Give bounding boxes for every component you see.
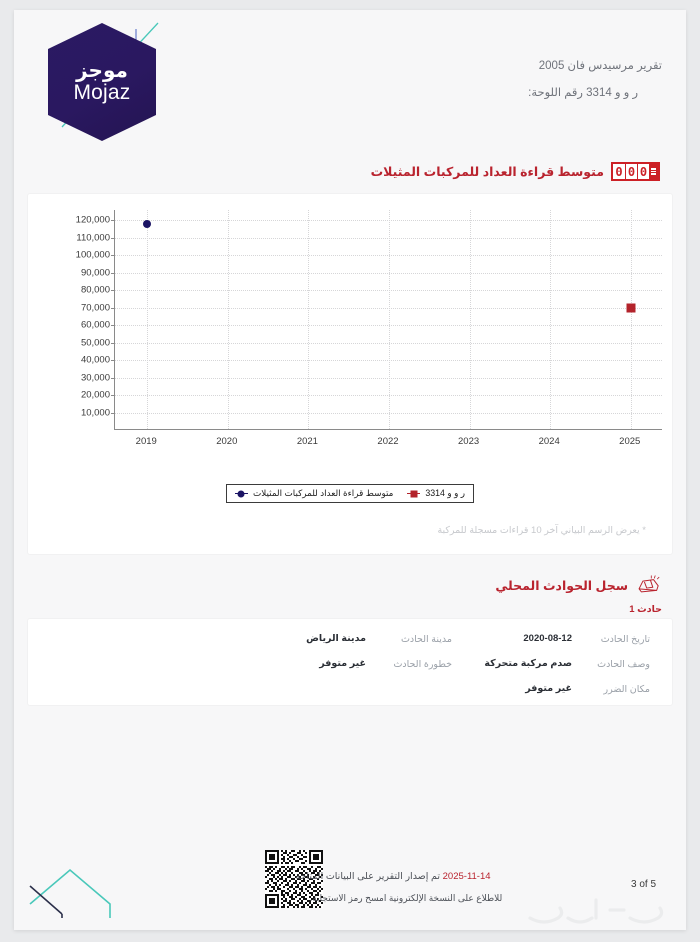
odometer-tag <box>649 164 658 179</box>
accident-city-value: مدينة الرياض <box>306 633 366 644</box>
header-meta <box>528 58 662 99</box>
page-current: 3 <box>630 879 637 890</box>
report-footer <box>14 820 686 930</box>
accident-damage-value: غير متوفر <box>525 683 572 694</box>
chart-legend-symbol <box>238 491 245 498</box>
footer-qr-text: للاطلاع على النسخة الإلكترونية امسح رمز الاستجابة. <box>309 893 503 903</box>
chart-legend-item[interactable] <box>407 488 465 499</box>
accident-desc-value: صدم مركبة متحركة <box>484 658 572 669</box>
chart-legend-symbol <box>410 491 417 498</box>
chart-gridline-v <box>550 210 551 429</box>
chart-footnote: * يعرض الرسم البياني آخر 10 قراءات مسجلة للمركبة <box>437 525 646 536</box>
spacer <box>50 683 366 695</box>
chart-x-tick-label: 2024 <box>538 436 560 447</box>
chart-y-tick-label: 60,000 <box>80 319 110 331</box>
logo-text <box>48 61 156 104</box>
chart-legend-label: ر و و 3314 <box>425 488 466 498</box>
spacer <box>366 683 452 695</box>
accident-severity-value: غير متوفر <box>319 658 366 669</box>
chart-gridline-v <box>389 210 390 429</box>
chart-y-tick <box>111 220 115 221</box>
chart-y-tick-label: 50,000 <box>80 337 110 349</box>
chart-y-tick-label: 120,000 <box>75 214 110 226</box>
chart-y-tick-label: 90,000 <box>80 267 110 279</box>
odometer-digit: 0 <box>625 164 637 179</box>
chart-x-tick-label: 2021 <box>296 436 318 447</box>
chart-y-tick <box>111 273 115 274</box>
chart-y-tick <box>111 255 115 256</box>
accidents-section-title: سجل الحوادث المحلي <box>495 578 628 593</box>
chart-data-point <box>626 303 635 312</box>
chart-legend-label: متوسط قراءة العداد للمركبات المثيلات <box>252 488 394 498</box>
chart-legend <box>28 484 672 503</box>
logo-text-arabic: موجز <box>76 60 128 82</box>
plate-row <box>528 85 662 99</box>
accident-record-label: حادث 1 <box>629 604 662 615</box>
chart-y-tick-label: 80,000 <box>80 284 110 296</box>
footer-issued-date: 2025-11-14 <box>442 871 491 882</box>
chart-y-tick-label: 110,000 <box>76 232 110 244</box>
chart-y-tick <box>111 290 115 291</box>
logo-text-english: Mojaz <box>73 81 131 104</box>
chart-y-tick <box>111 308 115 309</box>
chart-y-tick-label: 10,000 <box>80 407 110 419</box>
chart-x-axis-labels <box>114 432 662 450</box>
report-header <box>14 10 686 155</box>
chart-legend-item[interactable] <box>235 488 393 499</box>
accident-desc-key: وصف الحادث <box>597 659 650 670</box>
chart-y-tick-label: 30,000 <box>80 372 110 384</box>
site-watermark <box>518 888 668 932</box>
odometer-digit: 0 <box>637 164 649 179</box>
chart-gridline-v <box>147 210 148 429</box>
accident-city-key: مدينة الحادث <box>400 634 452 645</box>
chart-legend-marker <box>407 493 420 494</box>
chart-y-tick <box>111 343 115 344</box>
chart-x-tick-label: 2023 <box>458 436 480 447</box>
page-total: 5 <box>650 879 656 890</box>
accident-details-grid <box>50 633 650 695</box>
chart-canvas <box>114 210 662 430</box>
plate-value: ر و و 3314 <box>586 87 638 99</box>
page-of-label: of <box>639 879 648 890</box>
chart-y-tick-label: 40,000 <box>80 354 110 366</box>
odometer-section-title: متوسط قراءة العداد للمركبات المثيلات <box>370 165 604 179</box>
chart-y-tick-label: 20,000 <box>80 389 110 401</box>
chart-data-point <box>143 220 151 228</box>
chart-y-tick <box>111 395 115 396</box>
plate-label: رقم اللوحة: <box>528 87 583 99</box>
odometer-digit: 0 <box>615 164 623 179</box>
chart-gridline-v <box>308 210 309 429</box>
chart-x-tick-label: 2022 <box>377 436 399 447</box>
accidents-section-header <box>14 574 662 596</box>
chart-gridline-v <box>470 210 471 429</box>
chart-x-tick-label: 2019 <box>135 436 157 447</box>
accident-date-value: 2020-08-12 <box>523 633 572 644</box>
accident-damage-key: مكان الضرر <box>603 684 650 695</box>
chart-legend-box <box>226 484 474 503</box>
chart-x-tick-label: 2020 <box>216 436 238 447</box>
chart-gridline-v <box>631 210 632 429</box>
chart-gridline-v <box>228 210 229 429</box>
chart-legend-marker <box>235 493 248 494</box>
chart-y-tick <box>111 378 115 379</box>
footer-text <box>281 871 531 904</box>
chart-y-tick <box>111 238 115 239</box>
odometer-icon <box>614 161 660 182</box>
chart-y-tick <box>111 413 115 414</box>
footer-decoration <box>22 848 152 918</box>
accident-record-card <box>28 619 672 705</box>
report-title: تقرير مرسيدس فان 2005 <box>538 60 662 72</box>
chart-plot-area <box>28 210 672 454</box>
accident-date-key: تاريخ الحادث <box>600 634 650 645</box>
report-page <box>14 10 686 930</box>
footer-issued-line <box>281 871 531 882</box>
mojaz-logo <box>40 15 164 147</box>
odometer-section-header <box>14 161 662 182</box>
crashed-car-icon <box>636 574 662 596</box>
chart-x-tick-label: 2025 <box>619 436 641 447</box>
chart-y-tick <box>111 325 115 326</box>
chart-y-tick <box>111 360 115 361</box>
odometer-chart-card <box>28 194 672 554</box>
chart-y-axis-labels <box>50 210 110 430</box>
chart-y-tick-label: 70,000 <box>80 302 110 314</box>
chart-y-tick-label: 100,000 <box>75 249 110 261</box>
accident-severity-key: خطورة الحادث <box>393 659 452 670</box>
footer-issued-text: تم إصدار التقرير على البيانات المتاحة <box>295 871 440 882</box>
